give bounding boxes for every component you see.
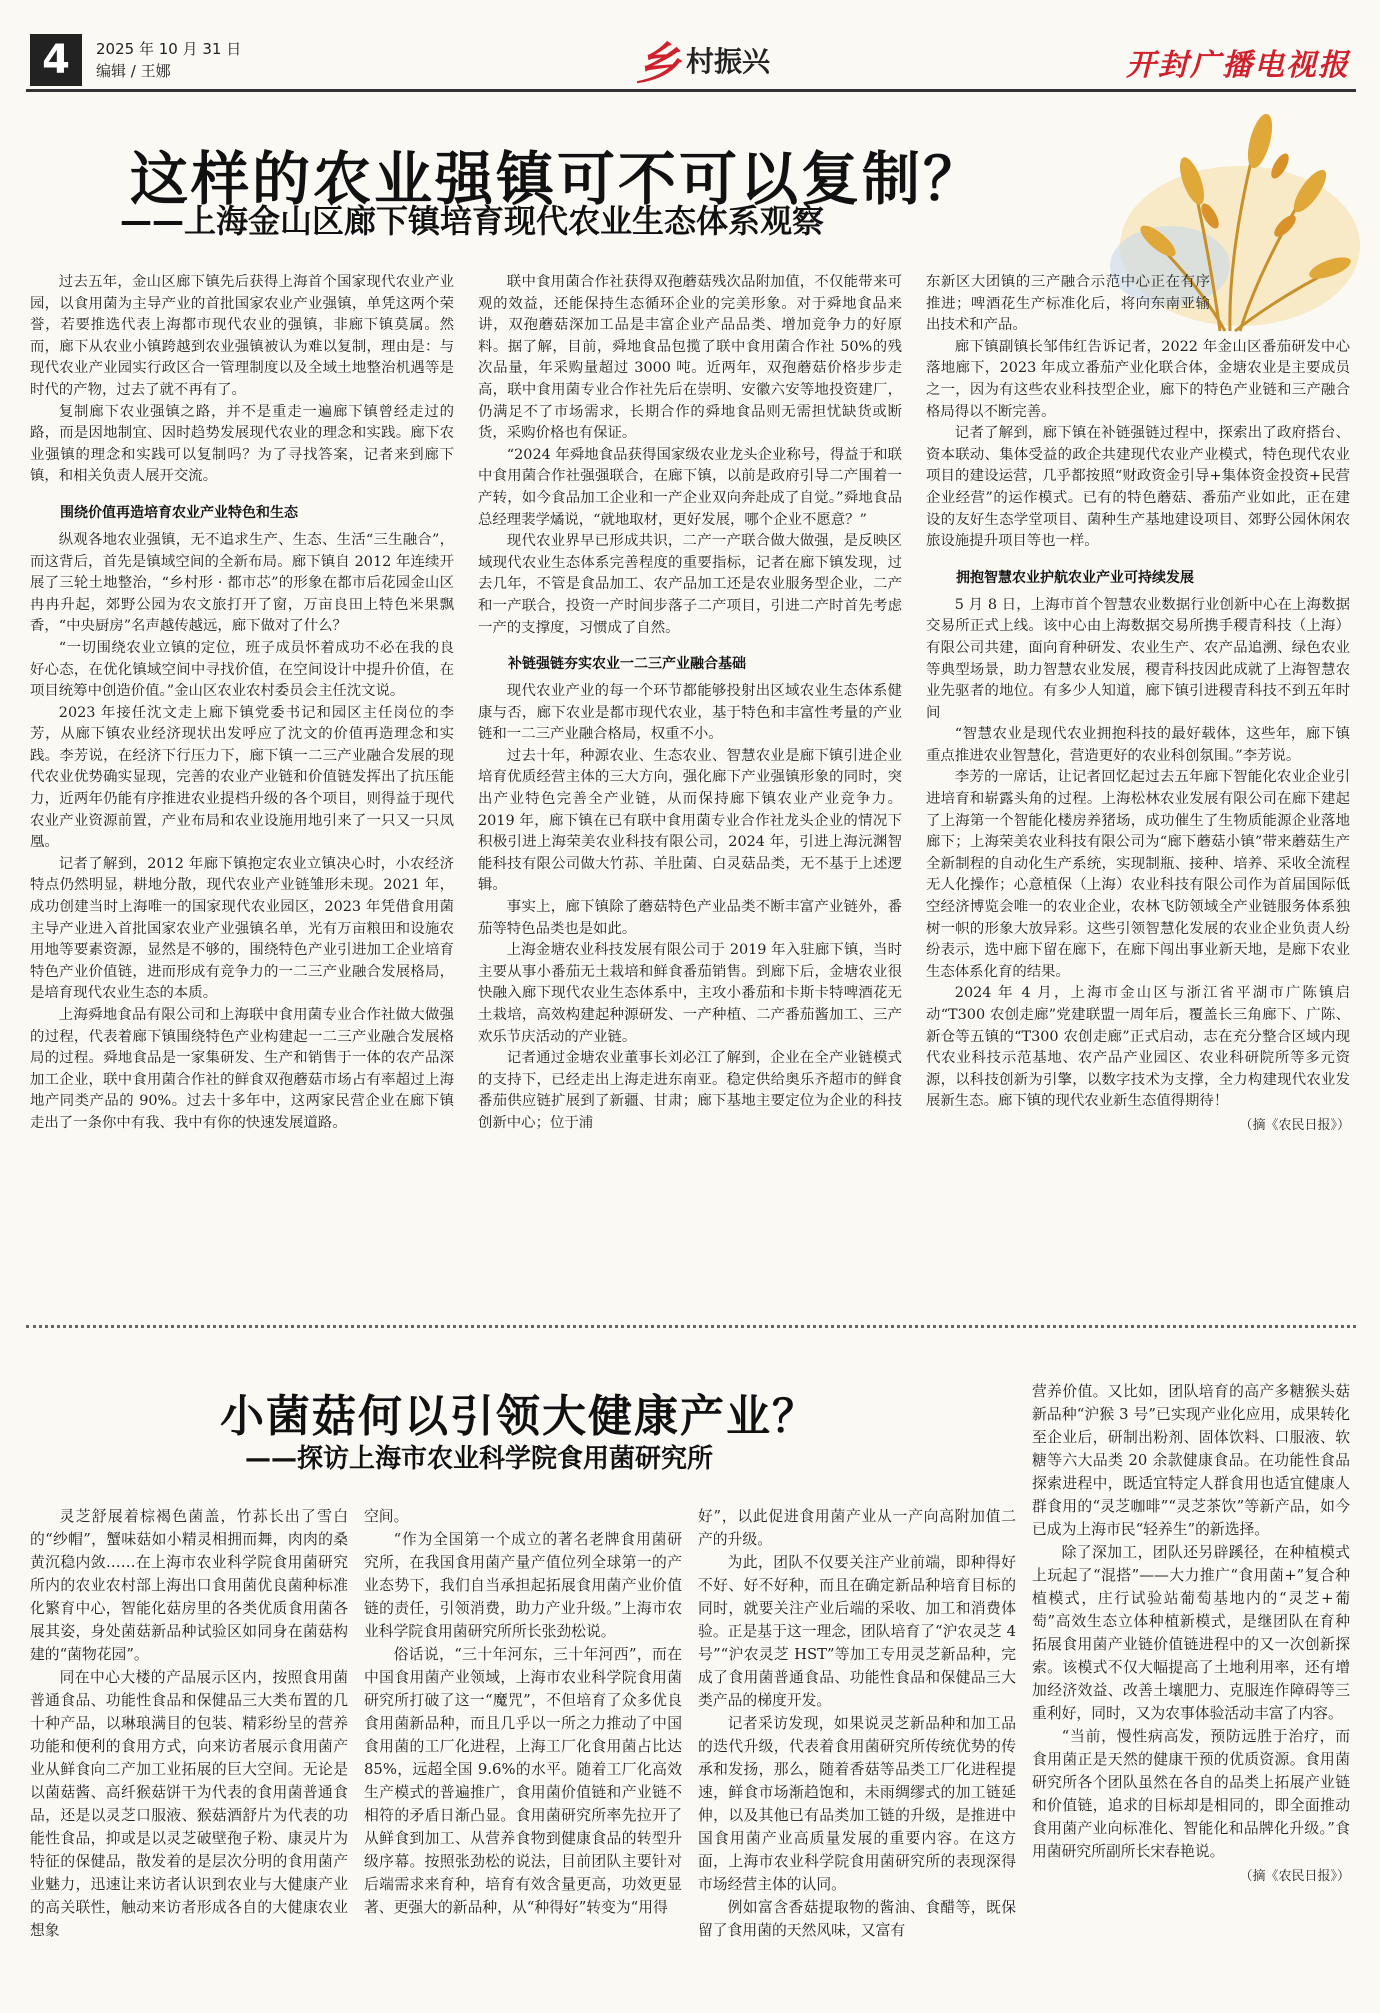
- article1-column-1: [30, 272, 454, 1135]
- section-heading: 拥抱智慧农业护航农业产业可持续发展: [956, 569, 1194, 586]
- paragraph: 同在中心大楼的产品展示区内，按照食用菌普通食品、功能性食品和保健品三大类布置的几十种产品，以琳琅满目的包装、精彩纷呈的营养功能和便利的食用方式，向来访者展示食用菌产业从鲜食向二产加工业拓展的巨大空间。无论是以菌菇酱、高纤猴菇饼干为代表的食用菌普通食品，还是以灵芝口服液、猴菇酒舒片为代表的功能性食品，抑或是以灵芝破壁孢子粉、康灵片为特征的保健品，散发着的是层次分明的食用菌产业魅力，迅速让来访者认识到农业与大健康产业的高关联性，触动来访者形成各自的大健康农业想象: [30, 1669, 348, 1939]
- article-divider: [26, 1325, 1356, 1328]
- paragraph: “一切围绕农业立镇的定位，班子成员怀着成功不必在我的良好心态，在优化镇域空间中寻找价值，在空间设计中提升价值，在项目统筹中创造价值。”金山区农业农村委员会主任沈文说。: [30, 639, 454, 700]
- paragraph: 联中食用菌合作社获得双孢蘑菇残次品附加值，不仅能带来可观的效益，还能保持生态循环企业的完美形象。对于舜地食品来讲，双孢蘑菇深加工品是丰富企业产品品类、增加竞争力的好原料。据了解，目前，舜地食品包揽了联中食用菌合作社 50%的残次品量，年采购量超过 3000 吨。近两年，双孢蘑菇价格步步走高，联中食用菌专业合作社先后在崇明、安徽六安等地投资建厂，仍满足不了市场需求，长期合作的舜地食品则无需担忧缺货或断货，采购价格也有保证。: [478, 274, 902, 442]
- editor-name: 编辑 / 王娜: [96, 62, 171, 80]
- paragraph: 上海金塘农业科技发展有限公司于 2019 年入驻廊下镇，当时主要从事小番茄无土栽培和鲜食番茄销售。到廊下后，金塘农业很快融入廊下现代农业生态体系中，主攻小番茄和卡斯卡特啤酒花无土栽培，高效构建起种源研发、一产种植、二产番茄酱加工、三产欢乐节庆活动的产业链。: [478, 942, 902, 1045]
- paragraph: 过去五年，金山区廊下镇先后获得上海首个国家现代农业产业园，以食用菌为主导产业的首批国家农业产业强镇，单凭这两个荣誉，若要推选代表上海都市现代农业的强镇，非廊下镇莫属。然而，廊下从农业小镇跨越到农业强镇被认为难以复制，理由是：与现代农业产业园实行政区合一管理制度以及全域土地整治机遇等是时代的产物，过去了就不再有了。: [30, 274, 454, 398]
- section-title: [636, 36, 771, 90]
- source-credit: （摘《农民日报》）: [1239, 1117, 1350, 1133]
- paragraph: 事实上，廊下镇除了蘑菇特色产业品类不断丰富产业链外，番茄等特色品类也是如此。: [478, 899, 902, 937]
- issue-meta: [96, 38, 241, 82]
- section-heading: 补链强链夯实农业一二三产业融合基础: [508, 656, 746, 673]
- paragraph: 记者了解到，廊下镇在补链强链过程中，探索出了政府搭台、资本联动、集体受益的政企共建现代农业产业模式，特色现代农业项目的建设运营，几乎都按照“财政资金引导+集体资金投资+民营企业经营”的运作模式。已有的特色蘑菇、番茄产业如此，正在建设的友好生态学堂项目、菌种生产基地建设项目、郊野公园休闲农旅设施提升项目等也一样。: [926, 425, 1350, 550]
- paragraph: 记者采访发现，如果说灵芝新品种和加工品的迭代升级，代表着食用菌研究所传统优势的传承和发扬，那么，随着香菇等品类工厂化进程提速，鲜食市场渐趋饱和，未雨绸缪式的加工链延伸，以及其他已有品类加工链的升级，是推进中国食用菌产业高质量发展的重要内容。在这方面，上海市农业科学院食用菌研究所的表现深得市场经营主体的认同。: [698, 1715, 1016, 1893]
- paragraph: “当前，慢性病高发，预防远胜于治疗，而食用菌正是天然的健康干预的优质资源。食用菌研究所各个团队虽然在各自的品类上拓展产业链和价值链，追求的目标却是相同的，即全面推动食用菌产业向标准化、智能化和品牌化升级。”食用菌研究所副所长宋春艳说。: [1032, 1728, 1350, 1860]
- paragraph: “2024 年舜地食品获得国家级农业龙头企业称号，得益于和联中食用菌合作社强强联合，在廊下镇，以前是政府引导二产围着一产转，如今食品加工企业和一产企业双向奔赴成了自觉。”舜地食品总经理裴学燏说，“就地取材，更好发展，哪个企业不愿意？”: [478, 446, 902, 528]
- article2-column-3: [698, 1505, 1016, 1942]
- article2-column-4: [1032, 1380, 1350, 1888]
- section-heading: 围绕价值再造培育农业产业特色和生态: [60, 504, 298, 521]
- article1-column-3: [926, 272, 1350, 1137]
- article1-column-2: [478, 272, 902, 1135]
- paragraph: 空间。: [364, 1508, 409, 1525]
- article2-title: 小菌菇何以引领大健康产业？: [220, 1391, 818, 1442]
- paragraph: 现代农业产业的每一个环节都能够投射出区域农业生态体系健康与否，廊下农业是都市现代农业，基于特色和丰富性考量的产业链和一二三产业融合格局，权重不小。: [478, 683, 902, 743]
- paragraph: 除了深加工，团队还另辟蹊径，在种植模式上玩起了“混搭”——大力推广“食用菌+”复合种植模式，庄行试验站葡萄基地内的“灵芝+葡萄”高效生态立体种植新模式，是继团队在育种拓展食用菌产业链价值链进程中的又一次创新探索。该模式不仅大幅提高了土地利用率，还有增加经济效益、改善土壤肥力、克服连作障碍等三重利好，同时，又为农事体验活动丰富了内容。: [1032, 1544, 1350, 1722]
- paragraph: 过去十年，种源农业、生态农业、智慧农业是廊下镇引进企业培育优质经营主体的三大方向，强化廊下产业强镇形象的同时，突出产业特色完善全产业链，从而保持廊下镇农业产业竞争力。2019 年，廊下镇在已有联中食用菌专业合作社龙头企业的情况下积极引进上海荣美农业科技有限公司，2024 年，引进上海沅渊智能科技有限公司做大竹荪、羊肚菌、白灵菇品类，无不基于上述逻辑。: [478, 747, 902, 894]
- paragraph: 例如富含香菇提取物的酱油、食醋等，既保留了食用菌的天然风味，又富有: [698, 1899, 1016, 1939]
- paragraph: 上海舜地食品有限公司和上海联中食用菌专业合作社做大做强的过程，代表着廊下镇围绕特色产业构建起一二三产业融合发展格局的过程。舜地食品是一家集研发、生产和销售于一体的农产品深加工企业，联中食用菌合作社的鲜食双孢蘑菇市场占有率超过上海地产同类产品的 90%。过去十多年中，这两家民营企业在廊下镇走出了一条你中有我、我中有你的快速发展道路。: [30, 1007, 454, 1131]
- paragraph: 记者通过金塘农业董事长刘必江了解到，企业在全产业链模式的支持下，已经走出上海走进东南亚。稳定供给奥乐齐超市的鲜食番茄供应链扩展到了新疆、甘肃；廊下基地主要定位为企业的科技创新中心；位于浦: [478, 1050, 902, 1131]
- paragraph: 5 月 8 日，上海市首个智慧农业数据行业创新中心在上海数据交易所正式上线。该中心由上海数据交易所携手稷青科技（上海）有限公司共建，面向育种研发、农业生产、农产品追溯、绿色农业等典型场景，助力智慧农业发展，稷青科技因此成就了上海智慧农业先驱者的地位。有多少人知道，廊下镇引进稷青科技不到五年时间: [926, 596, 1350, 721]
- paragraph: 复制廊下农业强镇之路，并不是重走一遍廊下镇曾经走过的路，而是因地制宜、因时趋势发展现代农业的理念和实践。廊下农业强镇的理念和实践可以复制吗？为了寻找答案，记者来到廊下镇，和相关负责人展开交流。: [30, 403, 454, 485]
- page-header: [26, 30, 1356, 92]
- paragraph: “智慧农业是现代农业拥抱科技的最好载体，这些年，廊下镇重点推进农业智慧化，营造更好的农业科创氛围。”李芳说。: [926, 726, 1350, 764]
- section-title-first-char: 乡: [636, 39, 680, 90]
- paragraph: 2024 年 4 月，上海市金山区与浙江省平湖市广陈镇启动“T300 农创走廊”党建联盟一周年后，覆盖长三角廊下、广陈、新仓等五镇的“T300 农创走廊”正式启动，志在充分整合区域内现代农业科技示范基地、农产品产业园区、农业科研院所等多元资源，以科技创新为引擎，以数字技术为支撑，全力构建现代农业发展新生态。廊下镇的现代农业新生态值得期待！: [926, 985, 1350, 1110]
- paragraph: 现代农业界早已形成共识，二产一产联合做大做强，是反映区域现代农业生态体系完善程度的重要指标，记者在廊下镇发现，过去几年，不管是食品加工、农产品加工还是农业服务型企业，二产和一产联合，投资一产时间步落子二产项目，引进二产时首先考虑一产的支撑度，习惯成了自然。: [478, 533, 902, 636]
- section-title-rest: 村振兴: [686, 45, 771, 78]
- article1-title: 这样的农业强镇可不可以复制？: [130, 145, 985, 213]
- issue-date: 2025 年 10 月 31 日: [96, 40, 242, 58]
- page-number: 4: [30, 34, 82, 86]
- article1-subtitle: ——上海金山区廊下镇培育现代农业生态体系观察: [120, 202, 825, 240]
- paragraph: 2023 年接任沈文走上廊下镇党委书记和园区主任岗位的李芳，从廊下镇农业经济现状出发呼应了沈文的价值再造理念和实践。李芳说，在经济下行压力下，廊下镇一二三产业融合发展的现代农业优势确实显现，完善的农业产业链和价值链发挥出了抗压能力，近两年仍能有序推进农业提档升级的各个项目，则得益于现代农业产业资源前置，产业布局和农业设施用地引来了一只又一只凤凰。: [30, 704, 454, 851]
- paragraph: 俗话说，“三十年河东，三十年河西”，而在中国食用菌产业领域，上海市农业科学院食用菌研究所打破了这一“魔咒”，不但培育了众多优良食用菌新品种，而且几乎以一所之力推动了中国食用菌的工厂化进程，上海工厂化食用菌占比达 85%，远超全国 9.6%的水平。随着工厂化高效生产模式的普遍推广，食用菌价值链和产业链不相符的矛盾日渐凸显。食用菌研究所率先拉开了从鲜食到加工、从营养食物到健康食品的转型升级序幕。按照张劲松的说法，目前团队主要针对后端需求来育种，培育有效含量更高，功效更显著、更强大的新品种，从“种得好”转变为“用得: [364, 1646, 682, 1916]
- paragraph: 为此，团队不仅要关注产业前端，即种得好不好、好不好种，而且在确定新品种培育目标的同时，就要关注产业后端的采收、加工和消费体验。正是基于这一理念，团队培育了“沪农灵芝 4 号”“沪农灵芝 HST”等加工专用灵芝新品种，完成了食用菌普通食品、功能性食品和保健品三大类产品的梯度开发。: [698, 1554, 1016, 1709]
- paragraph: 纵观各地农业强镇，无不追求生产、生态、生活“三生融合”，而这背后，首先是镇域空间的全新布局。廊下镇自 2012 年连续开展了三轮土地整治，“乡村形 · 都市芯”的形象在都市后花园金山区冉冉升起，郊野公园为农文旅打开了窗，万亩良田上特色米果飘香，“中央厨房”名声越传越远，廊下做对了什么？: [30, 531, 454, 635]
- paragraph: 灵芝舒展着棕褐色菌盖，竹荪长出了雪白的“纱帽”，蟹味菇如小精灵相拥而舞，肉肉的桑黄沉稳内敛……在上海市农业科学院食用菌研究所内的农业农村部上海出口食用菌优良菌种标准化繁育中心，智能化菇房里的各类优质食用菌各展其姿，身处菌菇新品种试验区如同身在菌菇构建的“菌物花园”。: [30, 1508, 348, 1663]
- paragraph: 记者了解到，2012 年廊下镇抱定农业立镇决心时，小农经济特点仍然明显，耕地分散，现代农业产业链雏形未现。2021 年，成功创建当时上海唯一的国家现代农业园区，2023 年凭借食用菌主导产业进入首批国家农业产业强镇名单，光有万亩粮田和设施农用地等要素资源，显然是不够的，围绕特色产业引进加工企业培育特色产业价值链，进而形成有竞争力的一二三产业融合发展格局，是培育现代农业生态的本质。: [30, 855, 454, 1002]
- article2-subtitle: ——探访上海市农业科学院食用菌研究所: [245, 1444, 714, 1474]
- paragraph: 东新区大团镇的三产融合示范中心正在有序推进；啤酒花生产标准化后，将向东南亚输出技术和产品。: [926, 274, 1210, 334]
- paragraph: 营养价值。又比如，团队培育的高产多糖猴头菇新品种“沪猴 3 号”已实现产业化应用，成果转化至企业后，研制出粉剂、固体饮料、口服液、软糖等六大品类 20 余款健康食品。在功能性食品探索进程中，既适宜特定人群食用也适宜健康人群食用的“灵芝咖啡”“灵芝茶饮”等新产品，如今已成为上海市民“轻养生”的新选择。: [1032, 1383, 1350, 1538]
- paragraph: 李芳的一席话，让记者回忆起过去五年廊下智能化农业企业引进培育和崭露头角的过程。上海松林农业发展有限公司在廊下建起了上海第一个智能化楼房养猪场，成功催生了生物质能源企业落地廊下；上海荣美农业科技有限公司为“廊下蘑菇小镇”带来蘑菇生产全新制程的自动化生产系统，实现制瓶、接种、培养、采收全流程无人化操作；心意植保（上海）农业科技有限公司作为首届国际低空经济博览会唯一的农业企业，农林飞防领域全产业链服务体系独树一帜的形象大放异彩。这些引领智慧化发展的农业企业负责人纷纷表示，选中廊下留在廊下，在廊下闯出事业新天地，是廊下农业生态体系化育的结果。: [926, 769, 1350, 980]
- paragraph: “作为全国第一个成立的著名老牌食用菌研究所，在我国食用菌产量产值位列全球第一的产业态势下，我们自当承担起拓展食用菌产业价值链的责任，引领消费，助力产业升级。”上海市农业科学院食用菌研究所所长张劲松说。: [364, 1531, 682, 1640]
- paragraph: 好”，以此促进食用菌产业从一产向高附加值二产的升级。: [698, 1508, 1016, 1548]
- newspaper-logo: 开封广播电视报: [1126, 48, 1350, 83]
- paragraph: 廊下镇副镇长邹伟红告诉记者，2022 年金山区番茄研发中心落地廊下，2023 年成立番茄产业化联合体，金塘农业是主要成员之一，因为有这些农业科技型企业，廊下的特色产业链和三产融合格局得以不断完善。: [926, 338, 1350, 420]
- source-credit: （摘《农民日报》）: [1239, 1869, 1350, 1884]
- article2-column-2: [364, 1505, 682, 1919]
- article2-column-1: [30, 1505, 348, 1942]
